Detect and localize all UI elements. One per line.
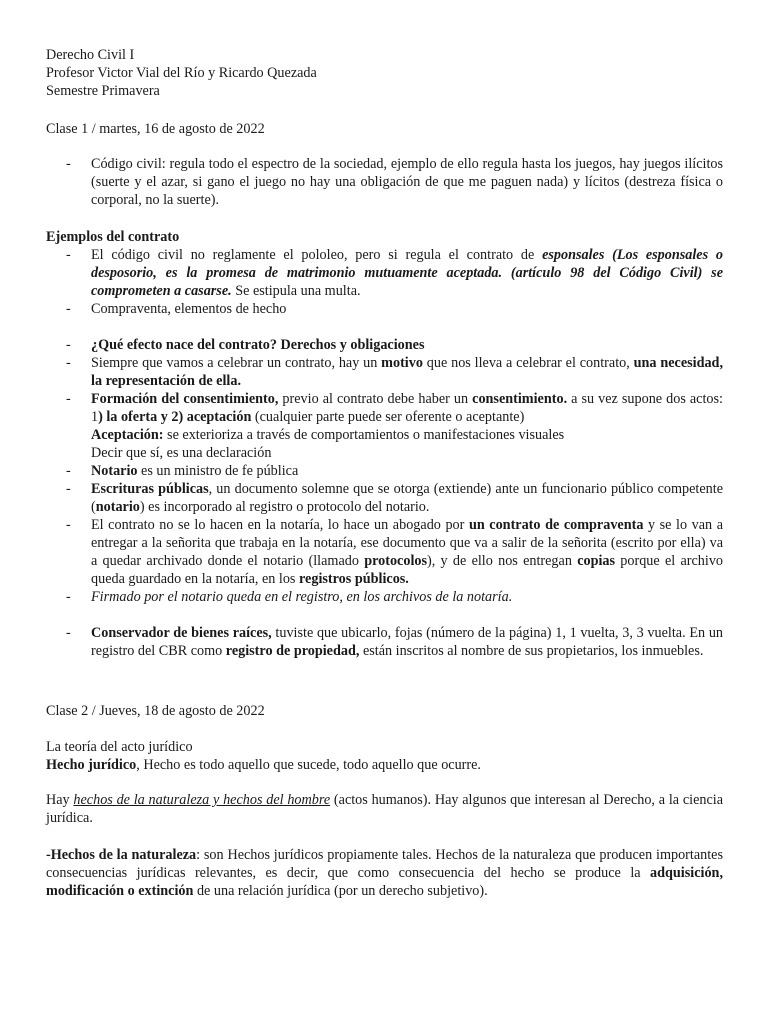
hay-text-2: (actos humanos). Hay algunos que interesan al Derecho, a la ciencia jurídica. [46, 792, 723, 826]
list-dash: - [66, 481, 71, 497]
notario-bold-2: notario [95, 499, 140, 515]
list-item [46, 336, 723, 354]
hecho-juridico-bold: Hecho jurídico [46, 757, 137, 773]
notario-text: es un ministro de fe pública [137, 463, 299, 479]
escrituras-bold: Escrituras públicas [91, 481, 209, 497]
compraventa-text: Compraventa, elementos de hecho [91, 301, 287, 317]
aceptacion-bold: Aceptación: [91, 427, 164, 443]
list-dash: - [66, 355, 71, 371]
contrato-text-2: y se lo van a entregar a la señorita que trabaja en la notaría, ese documento que va a salir de la señorita (escrito por ella) va a quedar archivado donde el notario (llamado [91, 517, 723, 569]
list-dash: - [66, 625, 71, 641]
examples-heading-text: Ejemplos del contrato [46, 229, 180, 245]
theory-heading: La teoría del acto jurídico [46, 739, 193, 755]
motivo-text-2: que nos lleva a celebrar el contrato, [422, 355, 634, 371]
list-dash: - [66, 337, 71, 353]
list-dash: - [66, 391, 71, 407]
list-dash: - [66, 156, 71, 172]
oferta-aceptacion-bold: ) la oferta y 2) aceptación [98, 409, 252, 425]
list-dash: - [66, 247, 71, 263]
codigo-civil-text: Código civil: regula todo el espectro de la sociedad, ejemplo de ello regula hasta los juegos, hay juegos ilícitos (suerte y el azar, si gano el juego no hay una obligación de que me paguen nada) y lícitos (destreza física o corporal, no la suerte). [91, 156, 723, 208]
efecto-heading: ¿Qué efecto nace del contrato? Derechos y obligaciones [91, 337, 425, 353]
hay-text: Hay [46, 792, 74, 808]
notario-bold: Notario [91, 463, 138, 479]
contrato-text-3: ), y de ello nos entregan [427, 553, 578, 569]
aceptacion-text: se exterioriza a través de comportamientos o manifestaciones visuales [163, 427, 565, 443]
list-dash: - [66, 301, 71, 317]
list-item [46, 462, 723, 480]
class1-title: Clase 1 / martes, 16 de agosto de 2022 [46, 121, 265, 137]
class2-title: Clase 2 / Jueves, 18 de agosto de 2022 [46, 703, 265, 719]
examples-heading [46, 228, 723, 246]
esponsales-multa: Se estipula una multa. [231, 283, 361, 299]
formacion-text-3: (cualquier parte puede ser oferente o aceptante) [251, 409, 525, 425]
registros-bold: registros públicos. [299, 571, 409, 587]
esponsales-text: El código civil no reglamente el pololeo, pero si regula el contrato de [91, 247, 543, 263]
escrituras-text: , un documento solemne que se otorga (extiende) ante un funcionario público competente ( [91, 481, 724, 515]
motivo-text: Siempre que vamos a celebrar un contrato, hay un [91, 355, 382, 371]
hecho-juridico-text: , Hecho es todo aquello que sucede, todo aquello que ocurre. [136, 757, 481, 773]
adquisicion-bold: adquisición, modificación o extinción [46, 865, 723, 899]
list-item [46, 354, 723, 390]
registro-propiedad-bold: registro de propiedad, [225, 643, 360, 659]
list-item [46, 155, 723, 209]
copias-bold: copias [577, 553, 616, 569]
list-item [46, 588, 723, 606]
list-dash: - [66, 463, 71, 479]
declaracion-text: Decir que sí, es una declaración [91, 445, 272, 461]
conservador-bold: Conservador de bienes raíces, [91, 625, 272, 641]
hechos-underlined: hechos de la naturaleza y hechos del hombre [73, 792, 331, 808]
course-name: Derecho Civil I [46, 47, 135, 63]
compraventa-bold: un contrato de compraventa [468, 517, 644, 533]
motivo-bold: motivo [381, 355, 423, 371]
hechos-paragraph [46, 791, 723, 827]
esponsales-definition: esponsales (Los esponsales o desposorio, es la promesa de matrimonio mutuamente aceptada. (artículo 98 del Código Civil) se comprometen a casarse. [91, 247, 723, 299]
document-header [46, 46, 723, 100]
list-dash: - [66, 589, 71, 605]
consentimiento-bold: consentimiento. [472, 391, 568, 407]
naturaleza-text: : son Hechos jurídicos propiamente tales. Hechos de la naturaleza que producen importantes consecuencias jurídicas relevantes, es decir, que como consecuencia del hecho se produce la [46, 847, 723, 881]
list-item [46, 300, 723, 318]
class1-main-list [46, 246, 723, 660]
professors-line: Profesor Victor Vial del Río y Ricardo Quezada [46, 65, 317, 81]
class1-intro-list [46, 155, 723, 209]
acto-juridico-section [46, 738, 723, 774]
list-item [46, 624, 723, 660]
list-item [46, 516, 723, 588]
semester-line: Semestre Primavera [46, 83, 160, 99]
conservador-text: tuviste que ubicarlo, fojas (número de la página) 1, 1 vuelta, 3, 3 vuelta. En un registro del CBR como [91, 625, 724, 659]
formacion-text-2: a su vez supone dos actos: 1 [91, 391, 723, 425]
naturaleza-text-2: de una relación jurídica (por un derecho subjetivo). [193, 883, 488, 899]
naturaleza-bold: -Hechos de la naturaleza [46, 847, 197, 863]
escrituras-text-2: ) es incorporado al registro o protocolo del notario. [139, 499, 430, 515]
formacion-bold: Formación del consentimiento, [91, 391, 279, 407]
protocolos-bold: protocolos [364, 553, 428, 569]
list-item [46, 390, 723, 462]
list-item [46, 480, 723, 516]
contrato-text-4: porque el archivo queda guardado en la notaría, en los [91, 553, 724, 587]
firmado-italic: Firmado por el notario queda en el registro, en los archivos de la notaría. [91, 589, 513, 605]
hecho-juridico-line [46, 756, 723, 774]
list-dash: - [66, 517, 71, 533]
formacion-text: previo al contrato debe haber un [278, 391, 473, 407]
conservador-text-2: están inscritos al nombre de sus propietarios, los inmuebles. [359, 643, 704, 659]
list-item [46, 246, 723, 300]
contrato-text: El contrato no se lo hacen en la notaría, lo hace un abogado por [91, 517, 469, 533]
naturaleza-paragraph [46, 846, 723, 900]
necesidad-bold: una necesidad, la representación de ella. [91, 355, 723, 389]
